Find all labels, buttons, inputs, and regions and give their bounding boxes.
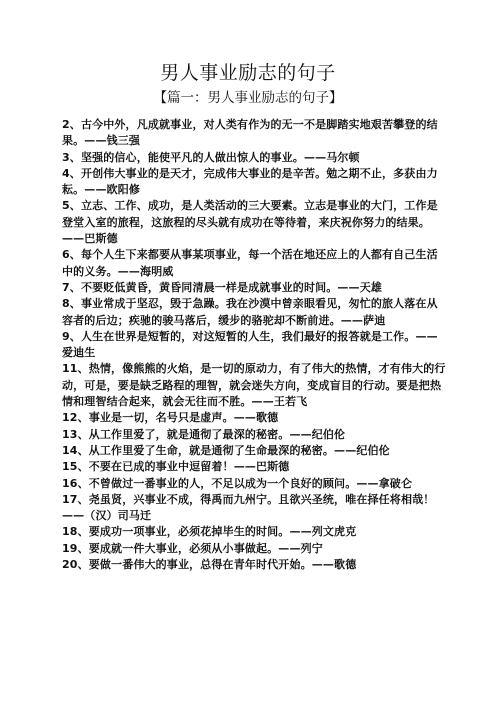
quote-item: 12、事业是一切，名号只是虚声。——歌德 (62, 411, 279, 425)
quote-item: 8、事业常成于坚忍，毁于急躁。我在沙漠中曾亲眼看见，匆忙的旅人落在从容者的后边；疾驰的骏马落后，缓步的骆驼却不断前进。——萨迪 (62, 297, 438, 327)
quote-item: 20、要做一番伟大的事业，总得在青年时代开始。——歌德 (62, 558, 357, 572)
quote-item: 6、每个人生下来都要从事某项事业，每一个活在地还应上的人都有自己生活中的义务。——海明威 (62, 248, 438, 278)
quote-item: 3、坚强的信心，能使平凡的人做出惊人的事业。——马尔顿 (62, 150, 360, 164)
quote-item: 2、古今中外，凡成就事业，对人类有作为的无一不是脚踏实地艰苦攀登的结果。——钱三强 (62, 118, 438, 148)
page-title: 男人事业励志的句子 (160, 62, 336, 84)
section-heading: 【篇一：男人事业励志的句子】 (153, 90, 343, 106)
quote-item: 16、不曾做过一番事业的人，不足以成为一个良好的顾问。——拿破仑 (62, 476, 413, 490)
quote-item: 15、不要在已成的事业中逗留着！——巴斯德 (62, 460, 290, 474)
quote-item: 17、尧虽贤，兴事业不成，得禹而九州宁。且欲兴圣统，唯在择任将相哉！——（汉）司马迁 (62, 492, 435, 523)
quote-item: 5、立志、工作、成功，是人类活动的三大要素。立志是事业的大门，工作是登堂入室的旅程，这旅程的尽头就有成功在等待着，来庆祝你努力的结果。——巴斯德 (62, 199, 438, 246)
quote-item: 19、要成就一件大事业，必须从小事做起。——列宁 (62, 541, 323, 555)
quote-item: 7、不要贬低黄昏，黄昏同清晨一样是成就事业的时间。——天雄 (62, 280, 383, 294)
quote-item: 13、从工作里爱了，就是通彻了最深的秘密。——纪伯伦 (62, 427, 346, 441)
quote-item: 4、开创伟大事业的是天才，完成伟大事业的是辛苦。勉之期不止，多获由力耘。——欧阳修 (62, 166, 438, 197)
quote-item: 11、热情，像熊熊的火焰，是一切的原动力，有了伟大的热情，才有伟大的行动，可是，要是缺乏路程的理智，就会迷失方向，变成盲目的行动。要是把热情和理智结合起来，就会无往而不胜。——王若飞 (62, 362, 446, 409)
quote-item: 14、从工作里爱了生命，就是通彻了生命最深的秘密。——纪伯伦 (62, 443, 390, 457)
quote-item: 9、人生在世界是短暂的，对这短暂的人生，我们最好的报答就是工作。——爱迪生 (62, 329, 438, 360)
quote-list (62, 117, 447, 573)
quote-item: 18、要成功一项事业，必须花掉毕生的时间。——列文虎克 (62, 525, 357, 539)
